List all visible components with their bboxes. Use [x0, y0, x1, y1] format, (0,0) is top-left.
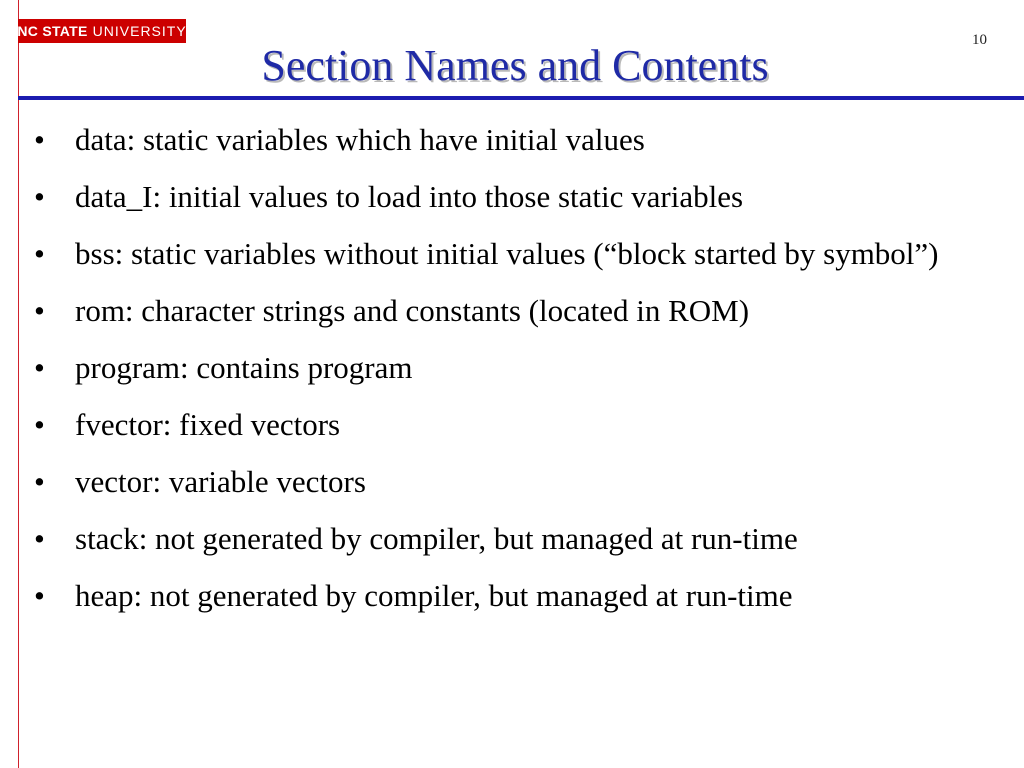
- bullet-icon: •: [34, 464, 45, 499]
- slide-title: Section Names and Contents: [261, 41, 769, 90]
- bullet-icon: •: [34, 122, 45, 157]
- logo-text-light: UNIVERSITY: [92, 23, 187, 39]
- bullet-text: heap: not generated by compiler, but managed at run-time: [75, 578, 793, 613]
- title-underline: [18, 96, 1024, 100]
- bullet-text: program: contains program: [75, 350, 413, 385]
- bullet-icon: •: [34, 521, 45, 556]
- bullet-text: rom: character strings and constants (located in ROM): [75, 293, 750, 328]
- bullet-item: [30, 458, 1020, 506]
- bullet-icon: •: [34, 179, 45, 214]
- bullet-text: fvector: fixed vectors: [75, 407, 341, 442]
- bullet-text: data: static variables which have initial values: [75, 122, 645, 157]
- logo-text-strong: NC STATE: [17, 23, 88, 39]
- bullet-item: [30, 515, 1020, 563]
- bullet-icon: •: [34, 350, 45, 385]
- bullet-text: vector: variable vectors: [75, 464, 366, 499]
- bullet-icon: •: [34, 578, 45, 613]
- bullet-icon: •: [34, 293, 45, 328]
- slide-number: 10: [972, 32, 987, 48]
- bullet-text: data_I: initial values to load into those static variables: [75, 179, 744, 214]
- bullet-text: bss: static variables without initial values (“block started by symbol”): [75, 236, 939, 271]
- bullet-item: [30, 401, 1020, 449]
- bullet-list: [30, 116, 1020, 629]
- bullet-item: [30, 572, 1020, 620]
- left-border-line: [18, 0, 19, 768]
- bullet-item: [30, 116, 1020, 164]
- bullet-item: [30, 230, 1020, 278]
- bullet-item: [30, 344, 1020, 392]
- bullet-item: [30, 173, 1020, 221]
- bullet-icon: •: [34, 236, 45, 271]
- bullet-icon: •: [34, 407, 45, 442]
- bullet-text: stack: not generated by compiler, but managed at run-time: [75, 521, 798, 556]
- bullet-item: [30, 287, 1020, 335]
